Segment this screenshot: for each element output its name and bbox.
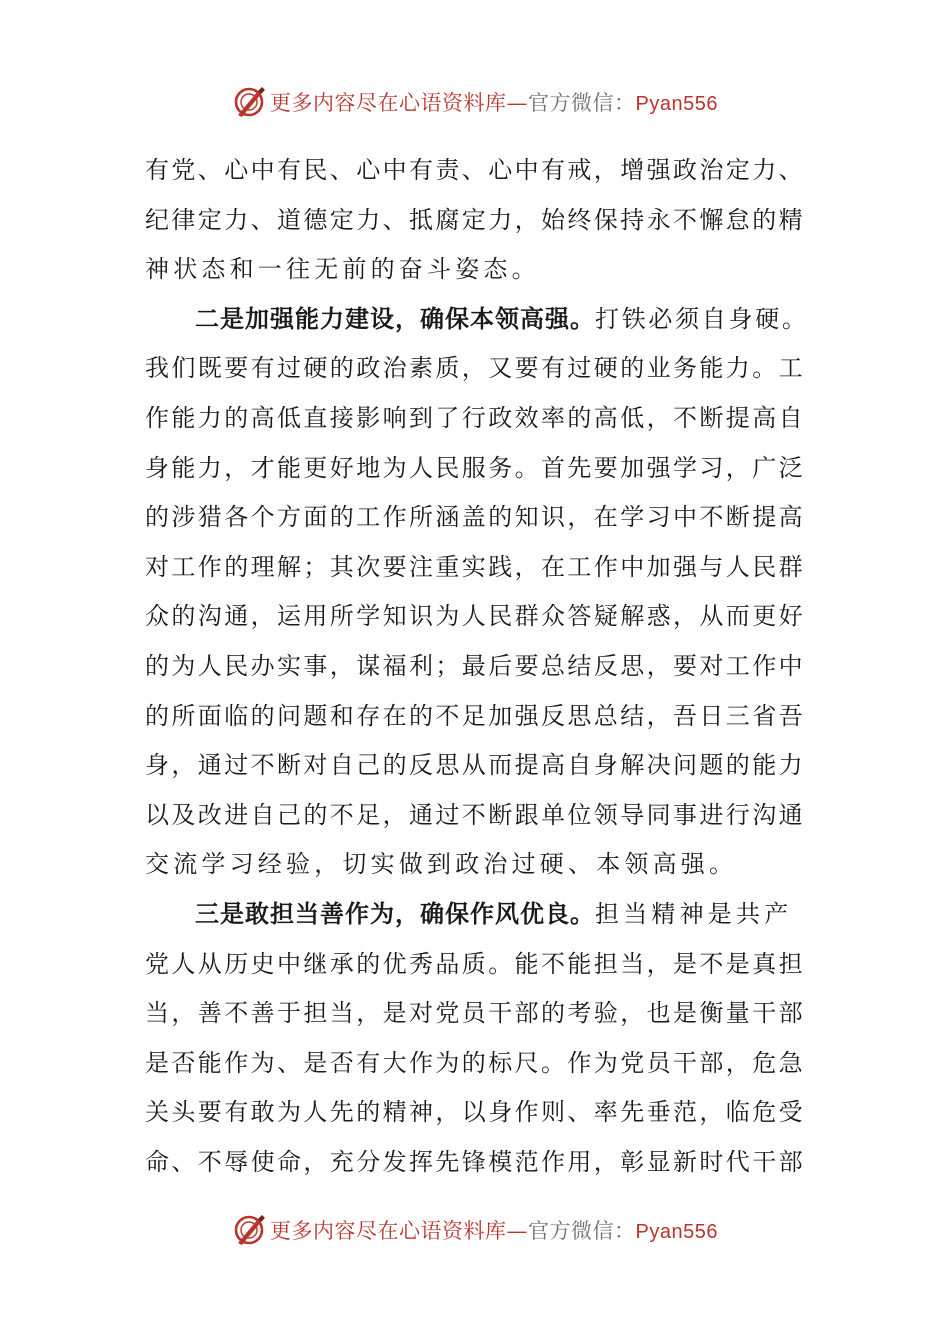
watermark-label: 官方微信： bbox=[528, 91, 636, 115]
watermark-wechat-id: Pyan556 bbox=[635, 1221, 718, 1243]
watermark-wechat-id: Pyan556 bbox=[635, 93, 718, 115]
watermark-label: 官方微信： bbox=[528, 1219, 636, 1243]
watermark-banner-bottom bbox=[0, 1210, 950, 1250]
paragraph-line-3: 神状态和一往无前的奋斗姿态。 bbox=[145, 255, 540, 284]
paragraph-line-7: 身能力，才能更好地为人民服务。首先要加强学习，广泛 bbox=[145, 453, 805, 482]
section-heading-2: 二是加强能力建设，确保本领高强。 bbox=[195, 304, 595, 333]
paragraph-line-9: 对工作的理解；其次要注重实践，在工作中加强与人民群 bbox=[145, 552, 805, 581]
paragraph-line-14: 以及改进自己的不足，通过不断跟单位领导同事进行沟通 bbox=[145, 800, 805, 829]
watermark-text bbox=[270, 1215, 718, 1245]
paragraph-line-18: 当，善不善于担当，是对党员干部的考验，也是衡量干部 bbox=[145, 999, 805, 1028]
section-heading-line-2 bbox=[145, 295, 810, 345]
paragraph-line-13: 身，通过不断对自己的反思从而提高自身解决问题的能力 bbox=[145, 751, 805, 780]
paragraph-line-10: 众的沟通，运用所学知识为人民群众答疑解惑，从而更好 bbox=[145, 602, 805, 631]
paragraph-line-1: 有党、心中有民、心中有责、心中有戒，增强政治定力、 bbox=[145, 156, 805, 184]
pen-logo-icon bbox=[232, 1213, 266, 1247]
paragraph-line-21: 命、不辱使命，充分发挥先锋模范作用，彰显新时代干部 bbox=[145, 1147, 805, 1176]
paragraph-line-11: 的为人民办实事，谋福利；最后要总结反思，要对工作中 bbox=[145, 651, 805, 680]
paragraph-line-17: 党人从历史中继承的优秀品质。能不能担当，是不是真担 bbox=[145, 949, 805, 978]
watermark-banner-top bbox=[0, 82, 950, 122]
watermark-main: 更多内容尽在心语资料库 bbox=[270, 91, 507, 115]
section-lead-2: 打铁必须自身硬。 bbox=[595, 304, 809, 333]
paragraph-line-15: 交流学习经验，切实做到政治过硬、本领高强。 bbox=[145, 850, 738, 879]
document-body bbox=[145, 146, 810, 1187]
watermark-main: 更多内容尽在心语资料库 bbox=[270, 1219, 507, 1243]
paragraph-line-5: 我们既要有过硬的政治素质，又要有过硬的业务能力。工 bbox=[145, 354, 805, 383]
watermark-dash: — bbox=[506, 91, 529, 115]
paragraph-line-6: 作能力的高低直接影响到了行政效率的高低，不断提高自 bbox=[145, 403, 805, 432]
watermark-dash: — bbox=[506, 1219, 529, 1243]
paragraph-line-8: 的涉猎各个方面的工作所涵盖的知识，在学习中不断提高 bbox=[145, 503, 805, 532]
watermark-text bbox=[270, 87, 718, 117]
paragraph-line-20: 关头要有敢为人先的精神，以身作则、率先垂范，临危受 bbox=[145, 1098, 805, 1127]
pen-logo-icon bbox=[232, 85, 266, 119]
paragraph-line-19: 是否能作为、是否有大作为的标尺。作为党员干部，危急 bbox=[145, 1048, 805, 1077]
section-heading-line-3 bbox=[145, 890, 810, 940]
paragraph-line-12: 的所面临的问题和存在的不足加强反思总结，吾日三省吾 bbox=[145, 701, 805, 730]
paragraph-line-2: 纪律定力、道德定力、抵腐定力，始终保持永不懈怠的精 bbox=[145, 205, 805, 234]
section-lead-3: 担当精神是共产 bbox=[595, 899, 793, 928]
section-heading-3: 三是敢担当善作为，确保作风优良。 bbox=[195, 899, 595, 928]
